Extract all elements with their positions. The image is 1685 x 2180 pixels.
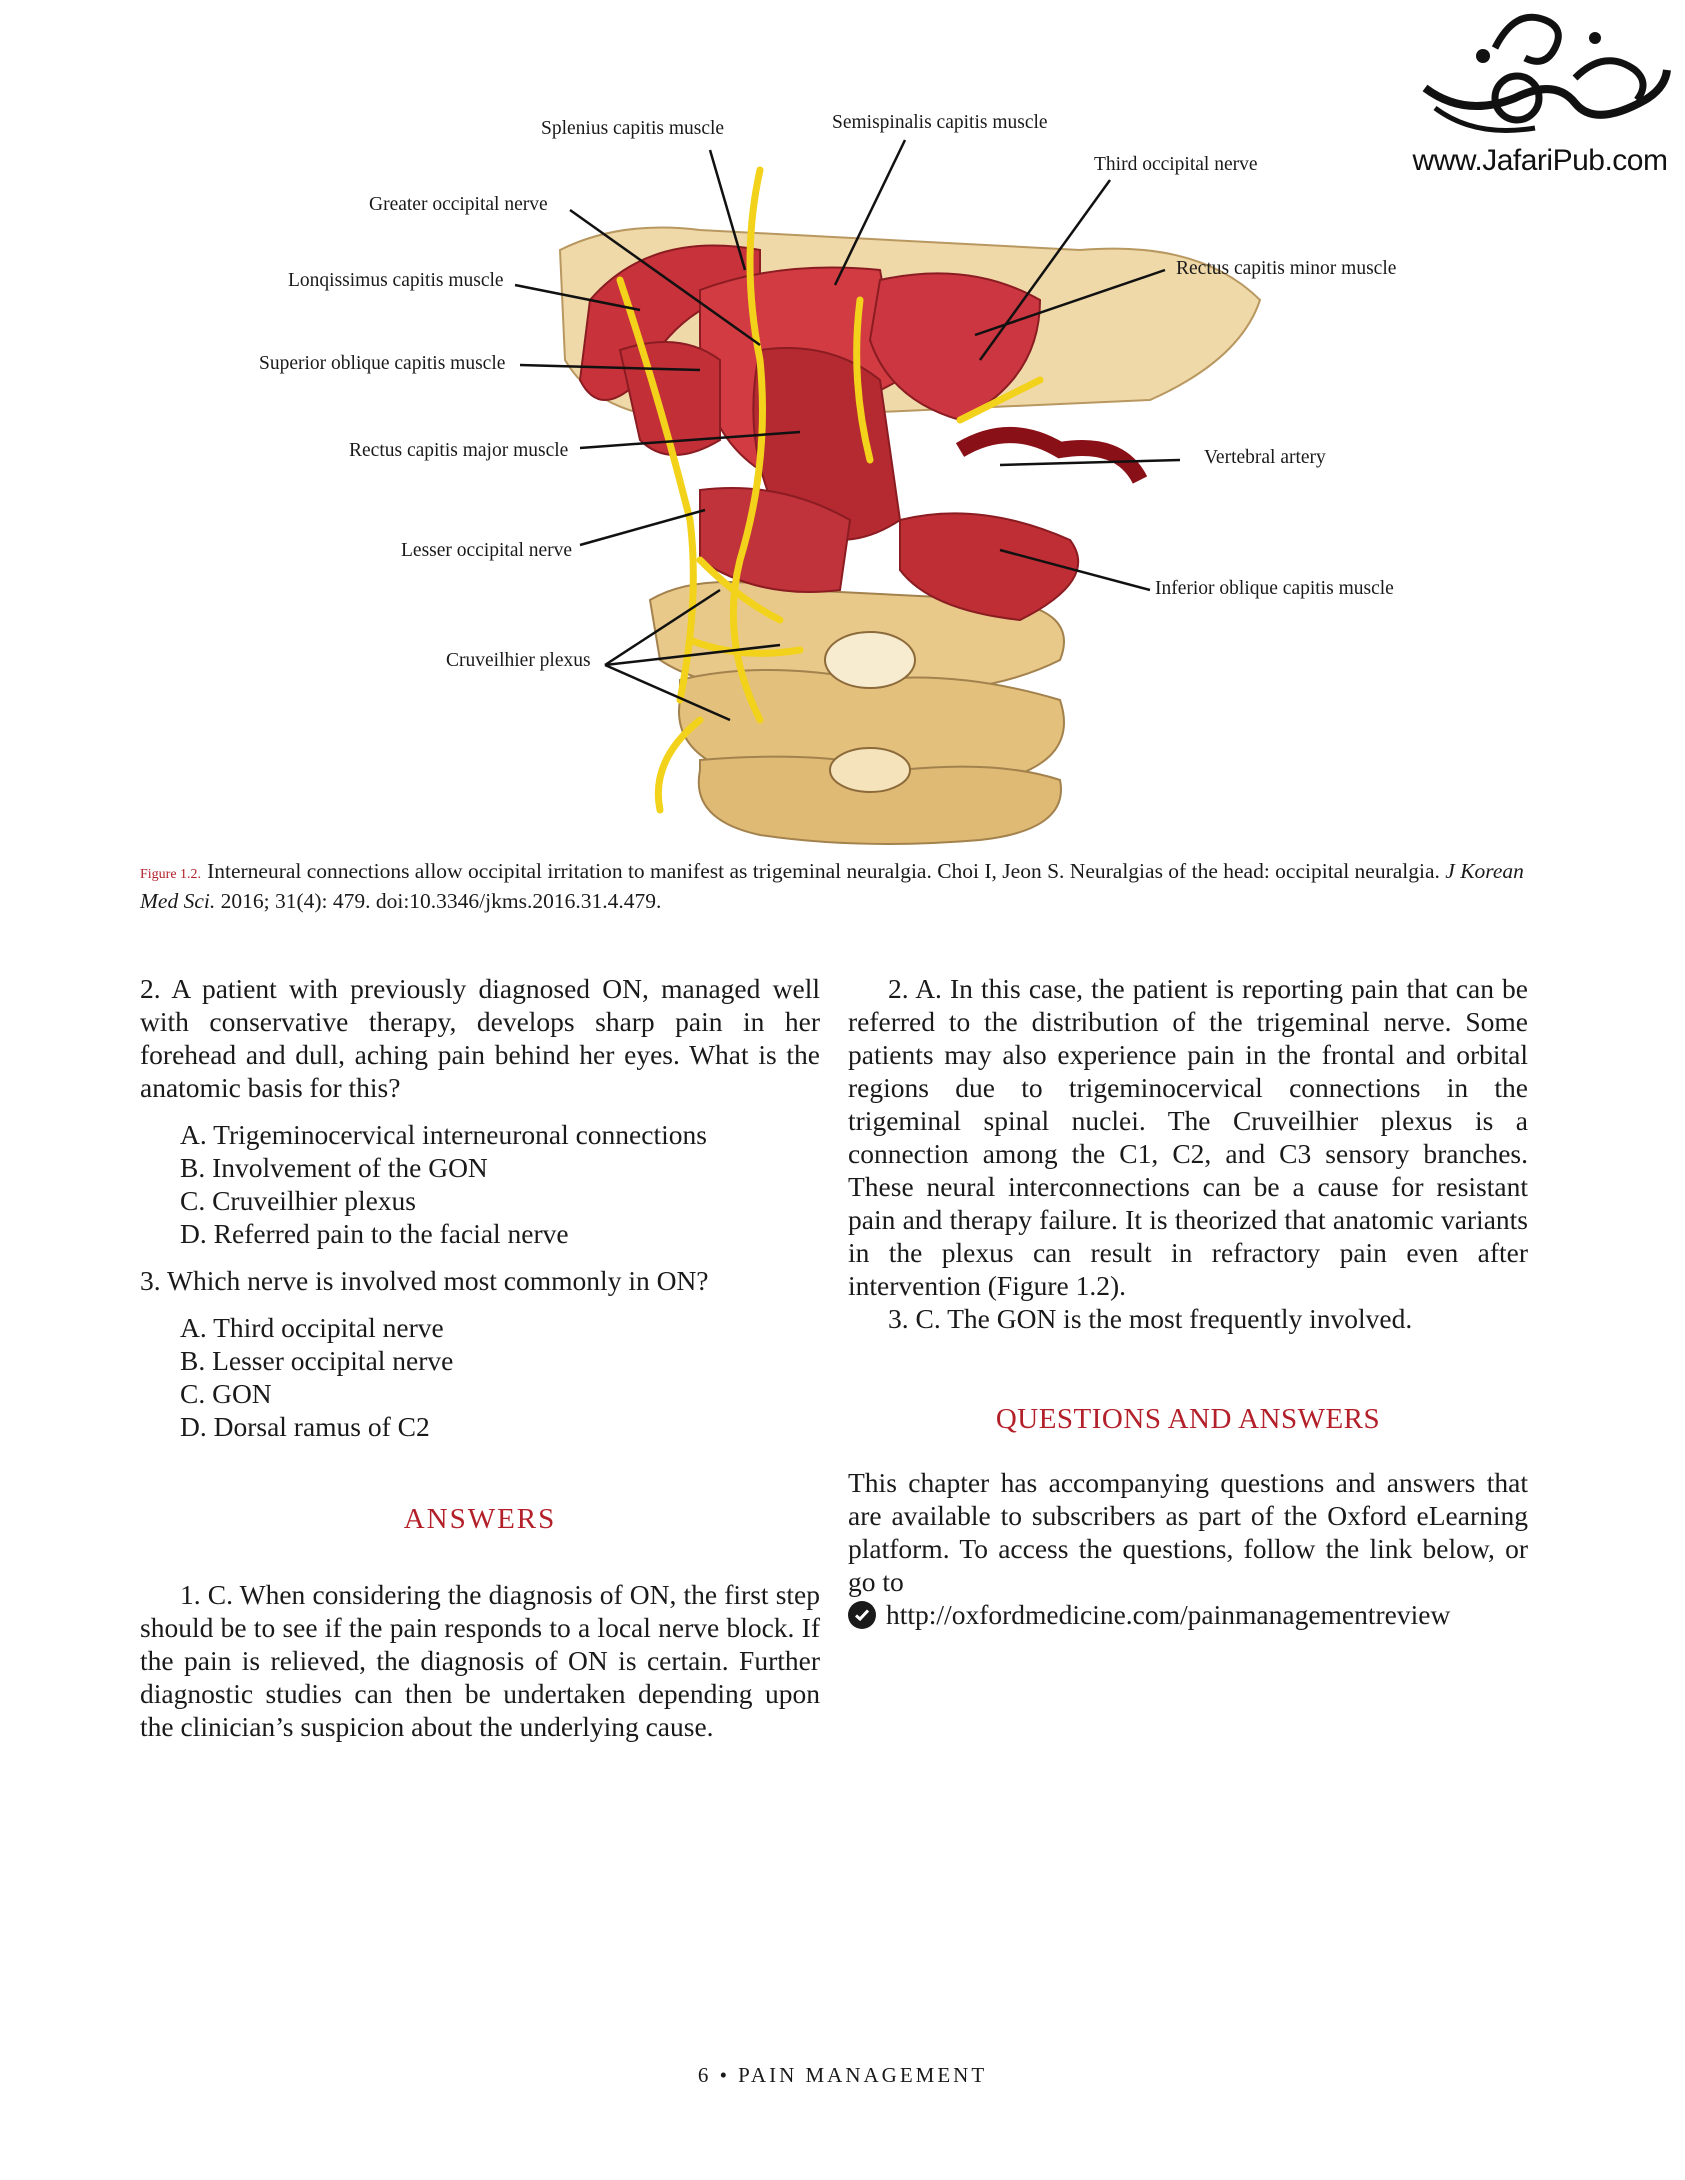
label-rectus-minor: Rectus capitis minor muscle bbox=[1176, 258, 1397, 279]
answer-1: 1. C. When considering the diagnosis of ON, the first step should be to see if the pain responds to a local nerve block. If the pain is relieved, the diagnosis of ON is certain. Further diagnostic studies can then be undertaken depending upon the clinician’s suspicion about the underlying cause. bbox=[140, 1579, 820, 1742]
answers-heading: ANSWERS bbox=[403, 1503, 557, 1535]
label-splenius: Splenius capitis muscle bbox=[541, 118, 725, 139]
q3-option-c: C. GON bbox=[180, 1378, 272, 1409]
caption-journal: J Korean Med Sci. bbox=[140, 859, 1524, 913]
qa-heading: QUESTIONS AND ANSWERS bbox=[995, 1403, 1381, 1435]
label-lesser-occipital: Lesser occipital nerve bbox=[401, 540, 573, 561]
right-column bbox=[848, 972, 1528, 1631]
q2-option-c: C. Cruveilhier plexus bbox=[180, 1185, 417, 1216]
figure-caption bbox=[140, 858, 1550, 915]
label-greater-occipital: Greater occipital nerve bbox=[369, 194, 548, 215]
q3-option-b: B. Lesser occipital nerve bbox=[180, 1345, 454, 1376]
label-superior-oblique: Superior oblique capitis muscle bbox=[259, 353, 506, 374]
spinal-canal-lower bbox=[830, 748, 910, 792]
q2-option-a: A. Trigeminocervical interneuronal connections bbox=[180, 1119, 707, 1150]
left-column bbox=[140, 972, 820, 1743]
label-vertebral-artery: Vertebral artery bbox=[1204, 447, 1326, 468]
label-inferior-oblique: Inferior oblique capitis muscle bbox=[1155, 578, 1394, 599]
question-2: 2. A patient with previously diagnosed ON, managed well with conservative therapy, develops sharp pain in her forehead and dull, aching pain behind her eyes. What is the anatomic basis for this? bbox=[140, 973, 820, 1103]
caption-reference: 2016; 31(4): 479. doi:10.3346/jkms.2016.31.4.479. bbox=[220, 889, 662, 913]
page-footer: 6 • PAIN MANAGEMENT bbox=[697, 2063, 988, 2087]
q3-option-d: D. Dorsal ramus of C2 bbox=[180, 1411, 430, 1442]
question-2-options bbox=[180, 1118, 820, 1250]
label-longissimus: Lonqissimus capitis muscle bbox=[288, 270, 504, 291]
label-third-occipital: Third occipital nerve bbox=[1094, 154, 1258, 175]
caption-text: Interneural connections allow occipital irritation to manifest as trigeminal neuralgia. Choi I, Jeon S. Neuralgias of the head: occipital neuralgia. bbox=[207, 859, 1440, 883]
qa-link[interactable]: http://oxfordmedicine.com/painmanagementreview bbox=[886, 1599, 1451, 1630]
question-3: 3. Which nerve is involved most commonly in ON? bbox=[140, 1265, 709, 1296]
checkmark-icon bbox=[848, 1601, 876, 1629]
qa-link-row[interactable] bbox=[848, 1598, 1528, 1631]
answer-3: 3. C. The GON is the most frequently involved. bbox=[888, 1303, 1413, 1334]
qa-text: This chapter has accompanying questions and answers that are available to subscribers as part of the Oxford eLearning platform. To access the questions, follow the link below, or go to bbox=[848, 1467, 1528, 1597]
q2-option-d: D. Referred pain to the facial nerve bbox=[180, 1218, 569, 1249]
q2-option-b: B. Involvement of the GON bbox=[180, 1152, 488, 1183]
label-cruveilhier: Cruveilhier plexus bbox=[446, 650, 591, 671]
label-rectus-major: Rectus capitis major muscle bbox=[349, 440, 569, 461]
question-3-options bbox=[180, 1311, 820, 1443]
answer-2: 2. A. In this case, the patient is reporting pain that can be referred to the distribution of the trigeminal nerve. Some patients may also experience pain in the frontal and orbital regions due to trigeminocervical connections in the trigeminal spinal nuclei. The Cruveilhier plexus is a connection among the C1, C2, and C3 sensory branches. These neural interconnections can be a cause for resistant pain and therapy failure. It is theorized that anatomic variants in the plexus can result in refractory pain even after intervention (Figure 1.2). bbox=[848, 973, 1528, 1301]
q3-option-a: A. Third occipital nerve bbox=[180, 1312, 444, 1343]
spinal-canal bbox=[825, 632, 915, 688]
figure-number: Figure 1.2. bbox=[140, 867, 202, 882]
vertebral-artery-vessel bbox=[960, 435, 1140, 480]
label-semispinalis: Semispinalis capitis muscle bbox=[832, 112, 1048, 133]
watermark-url: www.JafariPub.com bbox=[1412, 144, 1668, 177]
anatomy-figure bbox=[0, 0, 1685, 870]
